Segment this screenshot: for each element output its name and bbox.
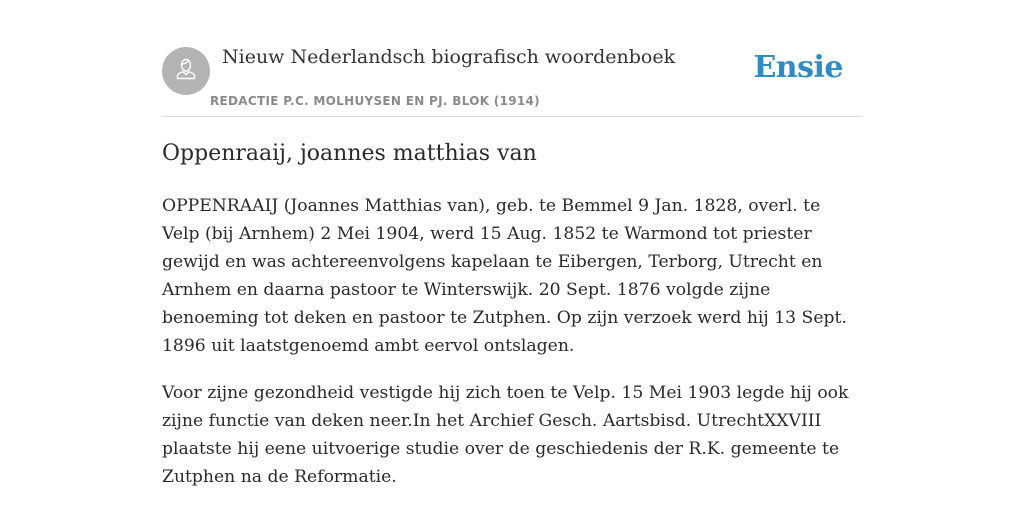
avatar[interactable] bbox=[162, 47, 210, 95]
user-icon bbox=[173, 56, 199, 86]
article-page bbox=[162, 0, 862, 487]
entry-paragraph-1: OPPENRAAIJ (Joannes Matthias van), geb. te Bemmel 9 Jan. 1828, overl. te Velp (bij Arnhem) 2 Mei 1904, werd 15 Aug. 1852 te Warmond tot priester gewijd en was achtereenvolgens kapelaan te Eibergen, Terborg, Utrecht en Arnhem en daarna pastoor te Winterswijk. 20 Sept. 1876 volgde zijne benoeming tot deken en pastoor te Zutphen. Op zijn verzoek werd hij 13 Sept. 1896 uit laatstgenoemd ambt eervol ontslagen. bbox=[162, 196, 847, 356]
entry-title: Oppenraaij, joannes matthias van bbox=[162, 141, 537, 166]
source-header bbox=[162, 0, 862, 117]
entry-paragraph-2: Voor zijne gezondheid vestigde hij zich toen te Velp. 15 Mei 1903 legde hij ook zijne functie van deken neer.In het Archief Gesch. Aartsbisd. UtrechtXXVIII plaatste hij eene uitvoerige studie over de geschiedenis der R.K. gemeente te Zutphen na de Reformatie. bbox=[162, 383, 849, 487]
source-editors: REDACTIE P.C. MOLHUYSEN EN PJ. BLOK (1914) bbox=[210, 94, 540, 108]
source-title[interactable]: Nieuw Nederlandsch biografisch woordenboek bbox=[222, 46, 676, 68]
ensie-logo[interactable]: Ensie bbox=[753, 50, 843, 85]
